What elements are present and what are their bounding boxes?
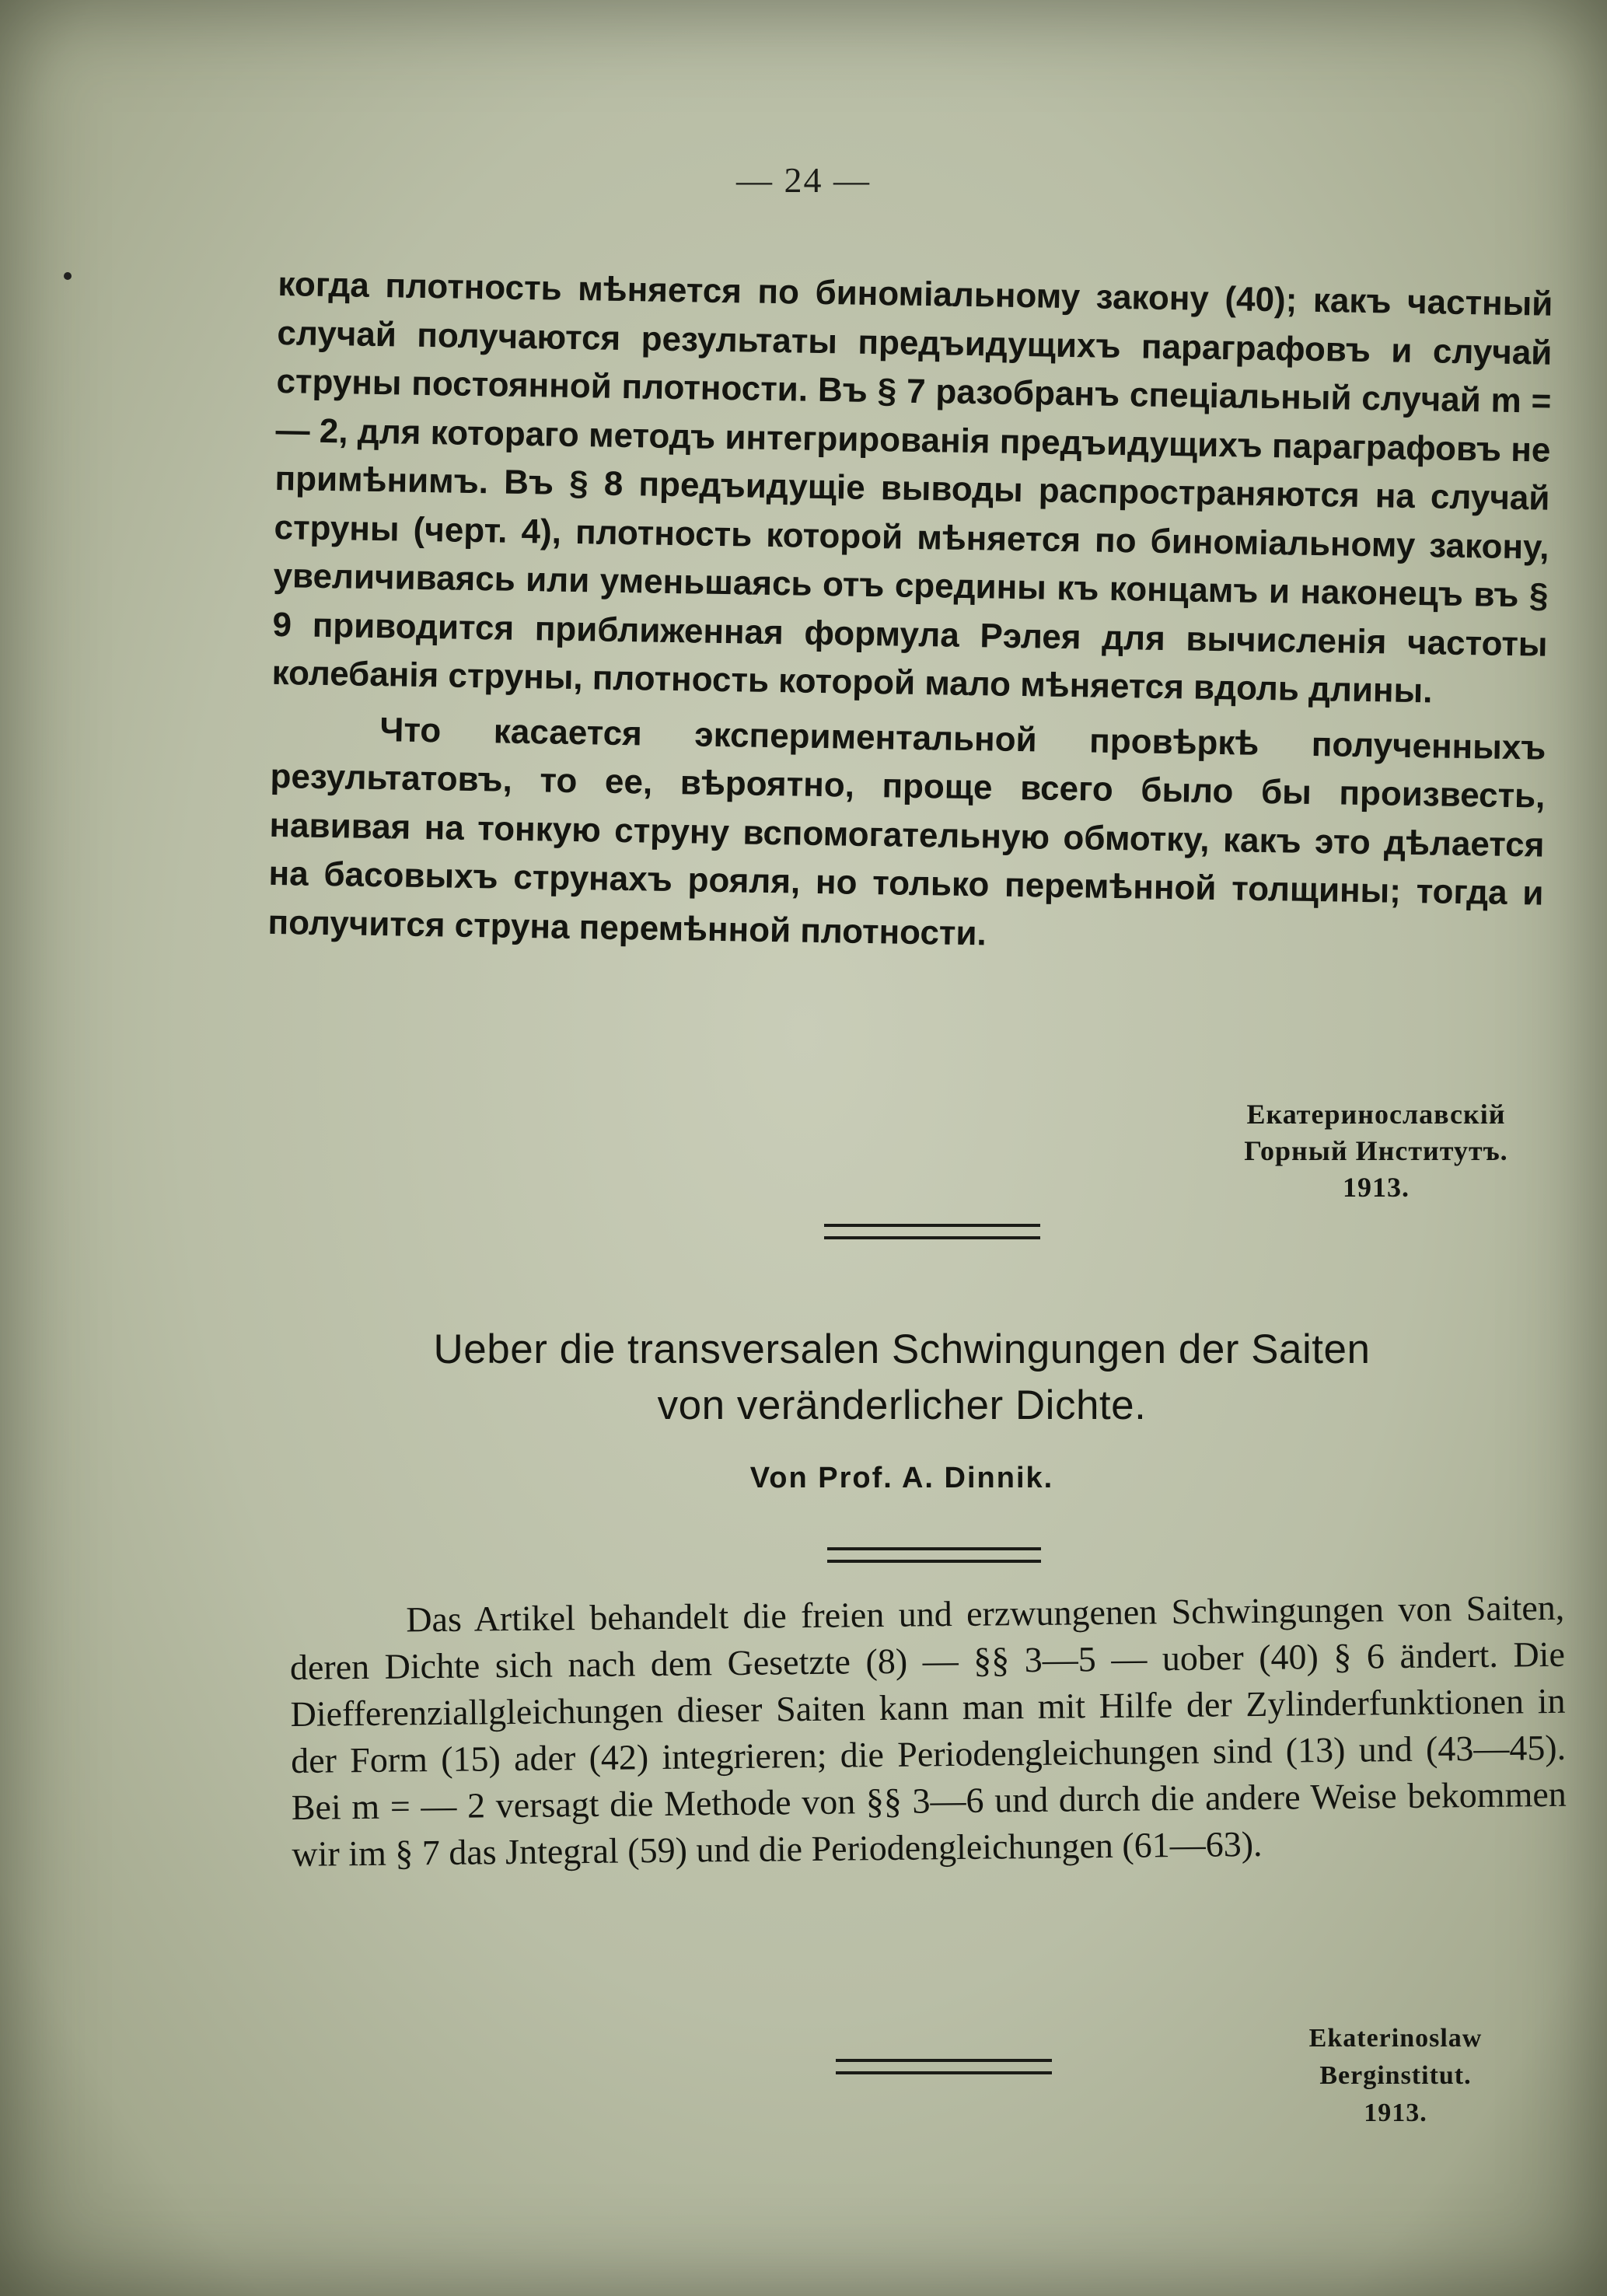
russian-signature-year: 1913. — [1343, 1172, 1410, 1203]
page-number: — 24 — — [736, 160, 871, 200]
russian-signature — [1197, 1096, 1555, 1206]
russian-signature-institution: Екатеринославскій — [1246, 1099, 1506, 1130]
german-author: Von Prof. A. Dinnik. — [749, 1462, 1054, 1494]
stray-ink-dot — [64, 272, 72, 280]
german-title — [218, 1322, 1586, 1434]
german-text-block — [289, 1585, 1567, 1878]
german-signature — [1256, 2020, 1535, 2132]
russian-signature-department: Горный Институтъ. — [1244, 1135, 1508, 1166]
title-divider — [827, 1547, 1041, 1563]
german-signature-city: Ekaterinoslaw — [1308, 2024, 1483, 2053]
german-paragraph: Das Artikel behandelt die freien und erzwungenen Schwingungen von Saiten, deren Dichte sich nach dem Gesetzte (8) — §§ 3—5 — uober (40) § 6 ändert. Die Diefferenziallgleichungen dieser Saiten kann man mit Hilfe der Zylinderfunktionen in der Form (15) ader (42) integrieren; die Periodengleichungen sind (13) und (43—45). Bei m = — 2 versagt die Methode von §§ 3—6 und durch die andere Weise bekommen wir im § 7 das Jntegral (59) und die Periodengleichungen (61—63). — [289, 1587, 1567, 1874]
end-divider — [836, 2059, 1052, 2074]
german-title-line-1: Ueber die transversalen Schwingungen der Saiten — [433, 1326, 1371, 1372]
russian-text-block — [267, 260, 1553, 967]
german-signature-year: 1913. — [1364, 2099, 1427, 2127]
russian-paragraph-2: Что касается экспериментальной провѣркѣ полученныхъ результатовъ, то ее, вѣроятно, проще всего было бы произвесть, навивая на тонкую струну вспомогательную обмотку, какъ это дѣлается на басовыхъ струнахъ рояля, но только перемѣнной толщины; тогда и получится струна перемѣнной плотности. — [267, 710, 1546, 952]
section-divider — [824, 1224, 1040, 1239]
german-signature-institute: Berginstitut. — [1319, 2061, 1472, 2090]
german-title-line-2: von veränderlicher Dichte. — [657, 1382, 1147, 1428]
russian-paragraph-1: когда плотность мѣняется по биноміальному закону (40); какъ частный случай получаются результаты предъидущихъ параграфовъ и случай струны постоянной плотности. Въ § 7 разобранъ спеціальный случай m = — 2, для котораго методъ интегрированія предъидущихъ параграфовъ не примѣнимъ. Въ § 8 предъидущіе выводы распространяются на случай струны (черт. 4), плотность которой мѣняется по биноміальному закону, увеличиваясь или уменьшаясь отъ средины къ концамъ и наконецъ въ § 9 приводится приближенная формула Рэлея для вычисленія частоты колебанія струны, плотность которой мало мѣняется вдоль длины. — [271, 264, 1553, 711]
